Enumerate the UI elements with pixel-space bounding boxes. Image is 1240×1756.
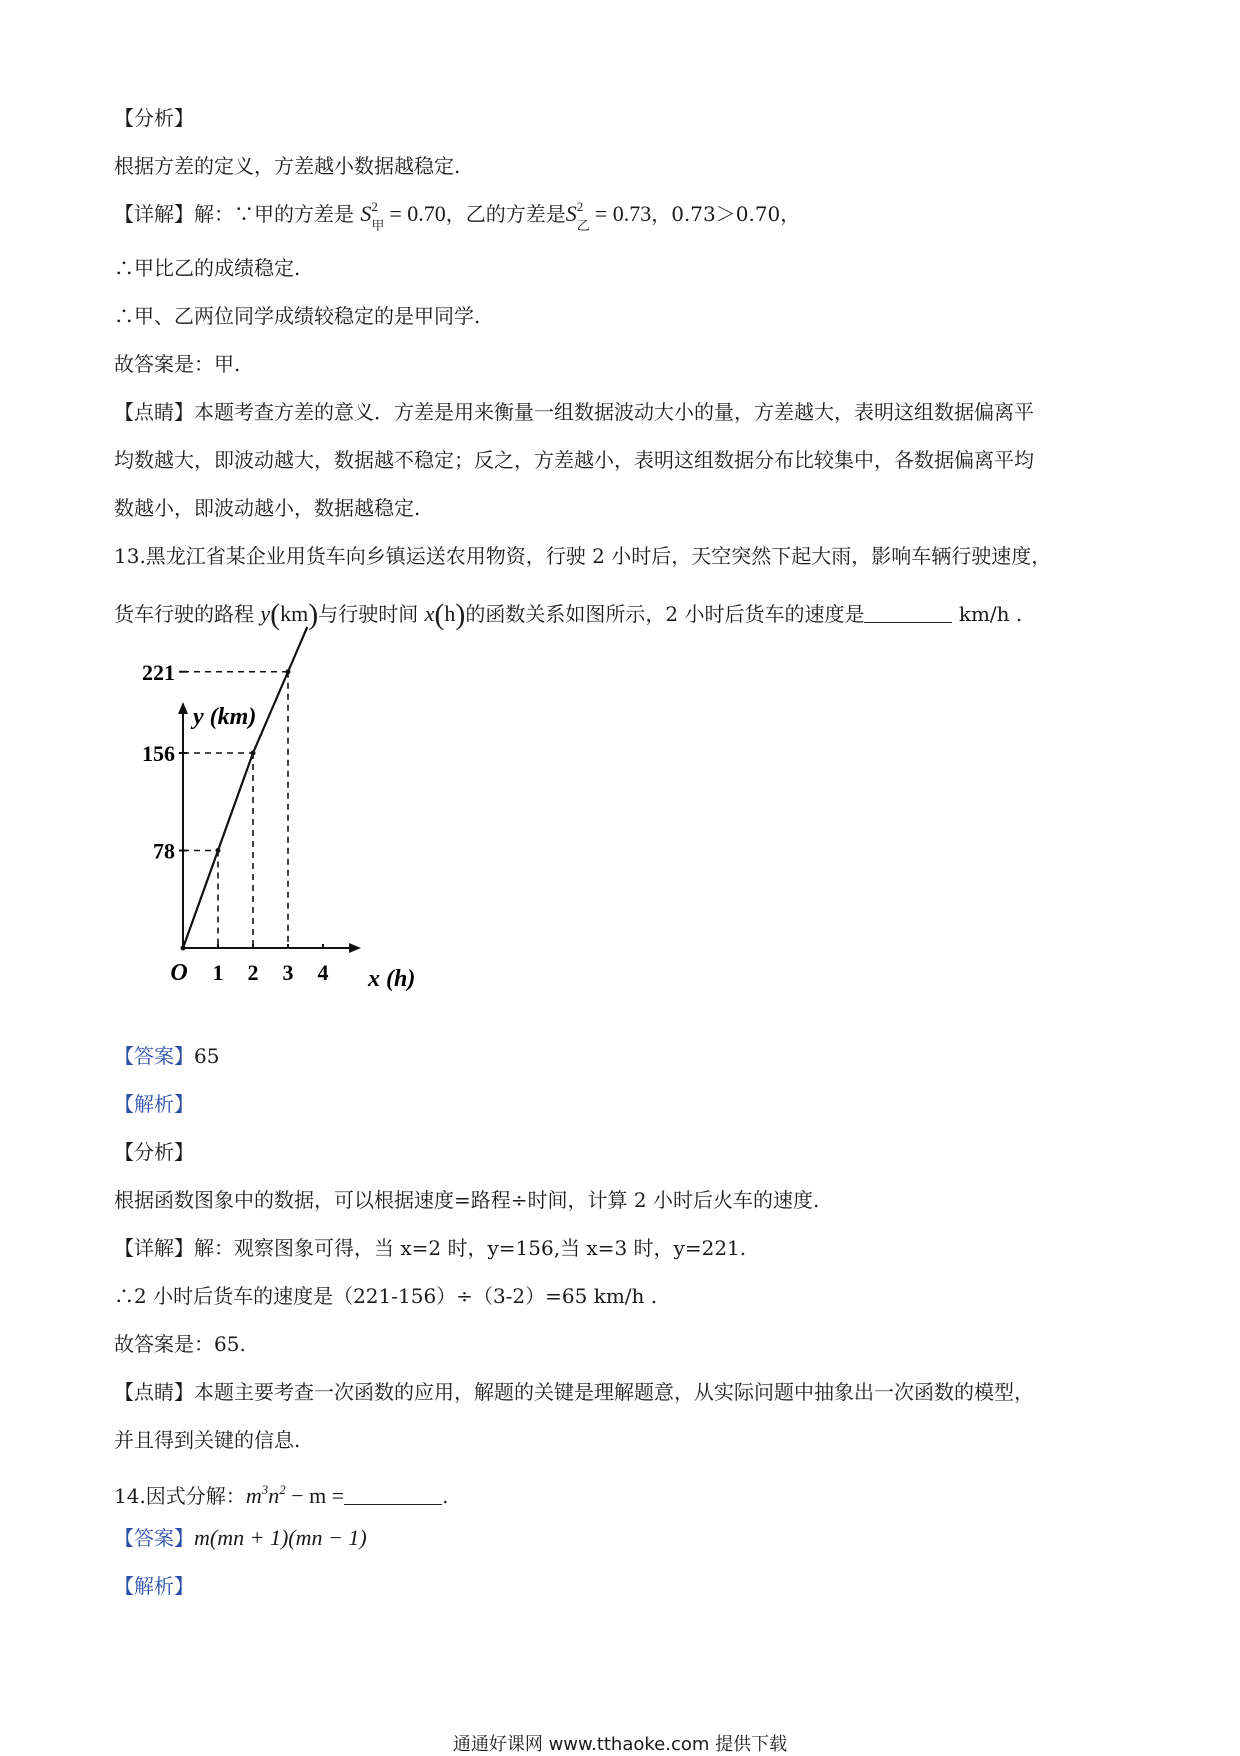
detail-lead: 解：∵甲的方差是	[194, 202, 354, 226]
y-tick-label-3: 221	[142, 659, 175, 685]
x-axis-label: x (h)	[368, 966, 416, 992]
y-axis-arrow	[178, 702, 188, 714]
analysis13-text: 根据函数图象中的数据，可以根据速度=路程÷时间，计算 2 小时后火车的速度.	[114, 1188, 820, 1212]
y-axis-label: y (km)	[193, 704, 257, 730]
q13-var-x: x(h)	[424, 598, 466, 631]
conclusion-1: ∴甲比乙的成绩稳定.	[114, 256, 301, 280]
answer13-line	[114, 1042, 219, 1070]
data-point-3	[251, 751, 256, 756]
comment13-line-1: 【点睛】本题主要考查一次函数的应用，解题的关键是理解题意，从实际问题中抽象出一次函数的模型，	[114, 1380, 1034, 1404]
answer13-value: 65	[194, 1044, 220, 1068]
jiexi13: 【解析】	[114, 1092, 194, 1116]
x-tick-label-2: 2	[247, 960, 259, 985]
data-point-4	[286, 669, 291, 674]
data-point-2	[216, 848, 221, 853]
q13-var-y: y(km)	[260, 598, 319, 631]
y-tick-label-2: 156	[142, 741, 175, 766]
answer-blank	[864, 604, 952, 623]
variance-yi: S 2 乙 = 0.73	[565, 199, 652, 233]
comment-line-3: 数越小，即波动越小，数据越稳定.	[114, 496, 421, 520]
analysis-text: 根据方差的定义，方差越小数据越稳定.	[114, 154, 461, 178]
page-footer: 通通好课网 www.tthaoke.com 提供下载	[452, 1734, 788, 1755]
comment-label: 【点睛】	[114, 400, 194, 424]
answer14-line	[114, 1524, 367, 1552]
analysis-heading: 【分析】	[114, 106, 194, 130]
detail-line	[114, 199, 801, 233]
detail-mid: ，乙的方差是	[445, 202, 566, 226]
x-tick-label-3: 3	[282, 960, 294, 985]
variance-jia: S 2 甲 = 0.70	[360, 199, 446, 233]
detail13-line: 【详解】解：观察图象可得，当 x=2 时，y=156,当 x=3 时，y=221.	[114, 1236, 747, 1260]
x-axis-arrow	[349, 943, 361, 953]
comment-line-1: 【点睛】本题考查方差的意义．方差是用来衡量一组数据波动大小的量，方差越大，表明这组数据偏离平	[114, 400, 1034, 424]
conclusion-2: ∴甲、乙两位同学成绩较稳定的是甲同学.	[114, 304, 481, 328]
q14-blank	[344, 1486, 442, 1505]
answer14-label: 【答案】	[114, 1526, 194, 1550]
detail-tail: ，0.73＞0.70，	[651, 202, 801, 226]
calc13-line: ∴2 小时后货车的速度是（221-156）÷（3-2）=65 km/h .	[114, 1284, 658, 1308]
distance-time-chart	[140, 659, 440, 1010]
analysis13-heading: 【分析】	[114, 1140, 194, 1164]
detail-label: 【详解】	[114, 202, 194, 226]
q14-expression: $m^3n^2 - m$ =	[245, 1482, 345, 1508]
answer-statement-13: 故答案是：65.	[114, 1332, 246, 1356]
data-point-1	[181, 946, 186, 951]
q14-line: 14.因式分解：$m^3n^2 - m$ = .	[114, 1482, 449, 1508]
answer13-label: 【答案】	[114, 1044, 194, 1068]
comment13-line-2: 并且得到关键的信息.	[114, 1428, 301, 1452]
x-tick-label-1: 1	[212, 960, 224, 985]
x-tick-label-4: 4	[317, 960, 329, 985]
answer-statement-1: 故答案是：甲.	[114, 352, 241, 376]
origin-label: O	[170, 960, 188, 986]
q13-line-2: 货车行驶的路程 y(km)与行驶时间 x(h)的函数关系如图所示，2 小时后货车的速度是 km/h .	[114, 598, 1023, 631]
q13-line-1: 13.黑龙江省某企业用货车向乡镇运送农用物资，行驶 2 小时后，天空突然下起大雨，影响车辆行驶速度，	[114, 544, 1052, 568]
y-tick-label-1: 78	[153, 838, 175, 864]
comment-line-2: 均数越大，即波动越大，数据越不稳定；反之，方差越小，表明这组数据分布比较集中，各数据偏离平均	[114, 448, 1034, 472]
jiexi14: 【解析】	[114, 1574, 194, 1598]
answer14-value: m(mn + 1)(mn − 1)	[194, 1525, 367, 1550]
